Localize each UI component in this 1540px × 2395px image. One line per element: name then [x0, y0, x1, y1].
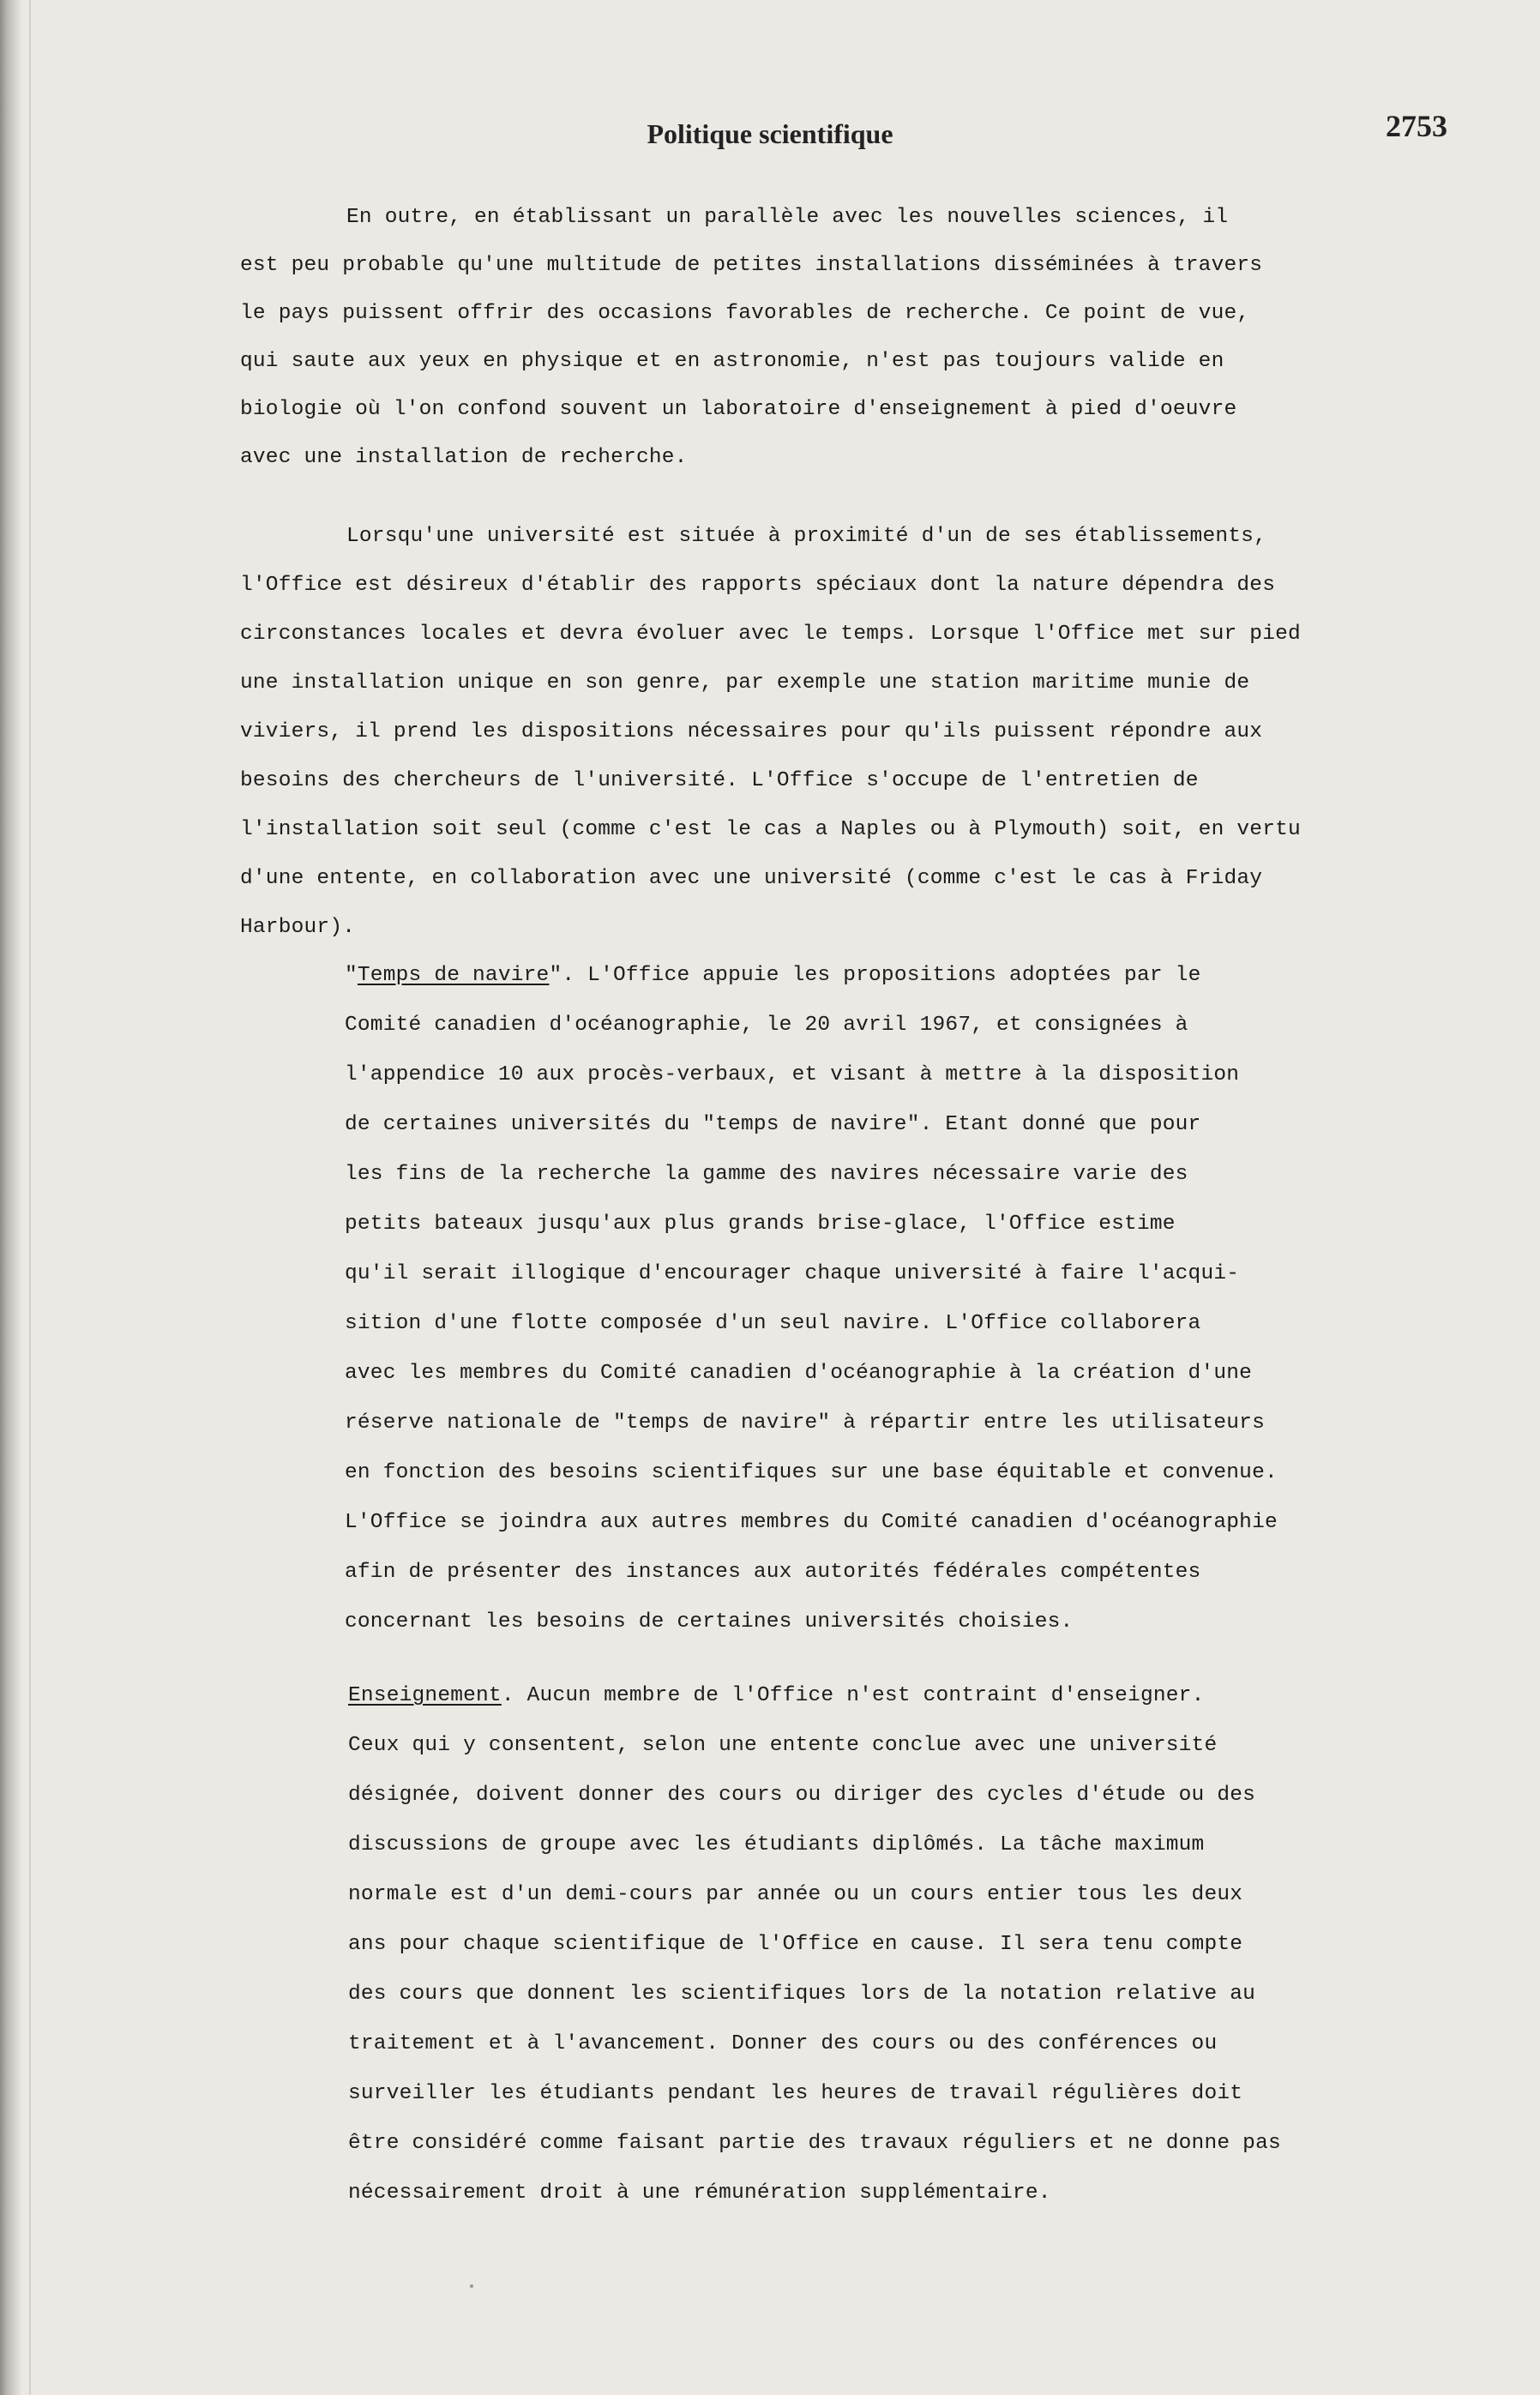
text-line: réserve nationale de "temps de navire" à répartir entre les utilisateurs: [345, 1411, 1265, 1435]
text-line: normale est d'un demi-cours par année ou un cours entier tous les deux: [348, 1883, 1243, 1906]
text-line: Lorsqu'une université est située à proximité d'un de ses établissements,: [346, 525, 1266, 548]
text-line: circonstances locales et devra évoluer avec le temps. Lorsque l'Office met sur pied: [240, 623, 1301, 646]
text-line: petits bateaux jusqu'aux plus grands brise-glace, l'Office estime: [345, 1213, 1176, 1236]
text-line: discussions de groupe avec les étudiants diplômés. La tâche maximum: [348, 1833, 1205, 1856]
binding-shadow-line: [29, 0, 31, 2395]
text-line: qui saute aux yeux en physique et en astronomie, n'est pas toujours valide en: [240, 350, 1224, 373]
text-line: afin de présenter des instances aux autorités fédérales compétentes: [345, 1561, 1201, 1584]
text-line: l'installation soit seul (comme c'est le cas a Naples ou à Plymouth) soit, en vertu: [240, 818, 1301, 841]
text-line: concernant les besoins de certaines universités choisies.: [345, 1610, 1074, 1634]
text-line: l'Office est désireux d'établir des rapports spéciaux dont la nature dépendra des: [240, 574, 1276, 597]
text-line: des cours que donnent les scientifiques lors de la notation relative au: [348, 1983, 1256, 2006]
section-first-line: [348, 1684, 1204, 1707]
section-ship-time: [345, 964, 1374, 1633]
section-teaching: [348, 1684, 1377, 2216]
text-line: traitement et à l'avancement. Donner des cours ou des conférences ou: [348, 2032, 1218, 2055]
page-number: 2753: [1386, 109, 1447, 143]
text-line: avec une installation de recherche.: [240, 446, 688, 469]
running-title: Politique scientifique: [647, 118, 893, 149]
paragraph-1: [240, 206, 1355, 497]
text-line: surveiller les étudiants pendant les heures de travail régulières doit: [348, 2082, 1243, 2105]
text-line: En outre, en établissant un parallèle avec les nouvelles sciences, il: [346, 206, 1229, 229]
text-line: en fonction des besoins scientifiques sur une base équitable et convenue.: [345, 1461, 1278, 1484]
text-line: L'Office se joindra aux autres membres du Comité canadien d'océanographie: [345, 1511, 1278, 1534]
text-line: Ceux qui y consentent, selon une entente conclue avec une université: [348, 1734, 1218, 1757]
text-line: être considéré comme faisant partie des travaux réguliers et ne donne pas: [348, 2132, 1281, 2155]
text-line: avec les membres du Comité canadien d'océanographie à la création d'une: [345, 1362, 1253, 1385]
text-line: sition d'une flotte composée d'un seul navire. L'Office collaborera: [345, 1312, 1201, 1335]
text-line: viviers, il prend les dispositions nécessaires pour qu'ils puissent répondre aux: [240, 720, 1263, 743]
page-binding-edge: [0, 0, 22, 2395]
section-first-line-text: . Aucun membre de l'Office n'est contraint d'enseigner.: [501, 1684, 1205, 1707]
section-first-line-text: ". L'Office appuie les propositions adoptées par le: [549, 964, 1201, 987]
text-line: nécessairement droit à une rémunération supplémentaire.: [348, 2181, 1051, 2205]
open-quote: ": [345, 964, 358, 987]
text-line: une installation unique en son genre, par exemple une station maritime munie de: [240, 671, 1250, 695]
text-line: Harbour).: [240, 916, 356, 939]
text-line: le pays puissent offrir des occasions favorables de recherche. Ce point de vue,: [240, 302, 1250, 325]
text-line: de certaines universités du "temps de navire". Etant donné que pour: [345, 1113, 1201, 1136]
text-line: l'appendice 10 aux procès-verbaux, et visant à mettre à la disposition: [345, 1063, 1240, 1086]
text-line: est peu probable qu'une multitude de petites installations disséminées à travers: [240, 254, 1263, 277]
paper-speck: [470, 2284, 473, 2288]
section-heading-ship-time: Temps de navire: [357, 964, 550, 987]
text-line: désignée, doivent donner des cours ou diriger des cycles d'étude ou des: [348, 1784, 1256, 1807]
text-line: les fins de la recherche la gamme des navires nécessaire varie des: [345, 1163, 1188, 1186]
section-first-line: [345, 964, 1200, 987]
text-line: besoins des chercheurs de l'université. L'Office s'occupe de l'entretien de: [240, 769, 1199, 792]
text-line: ans pour chaque scientifique de l'Office en cause. Il sera tenu compte: [348, 1933, 1243, 1956]
section-heading-teaching: Enseignement: [348, 1684, 502, 1707]
paragraph-2: [240, 525, 1372, 954]
text-line: qu'il serait illogique d'encourager chaque université à faire l'acqui-: [345, 1262, 1240, 1285]
text-line: d'une entente, en collaboration avec une université (comme c'est le cas à Friday: [240, 867, 1263, 890]
text-line: Comité canadien d'océanographie, le 20 avril 1967, et consignées à: [345, 1014, 1188, 1037]
text-line: biologie où l'on confond souvent un laboratoire d'enseignement à pied d'oeuvre: [240, 398, 1237, 421]
